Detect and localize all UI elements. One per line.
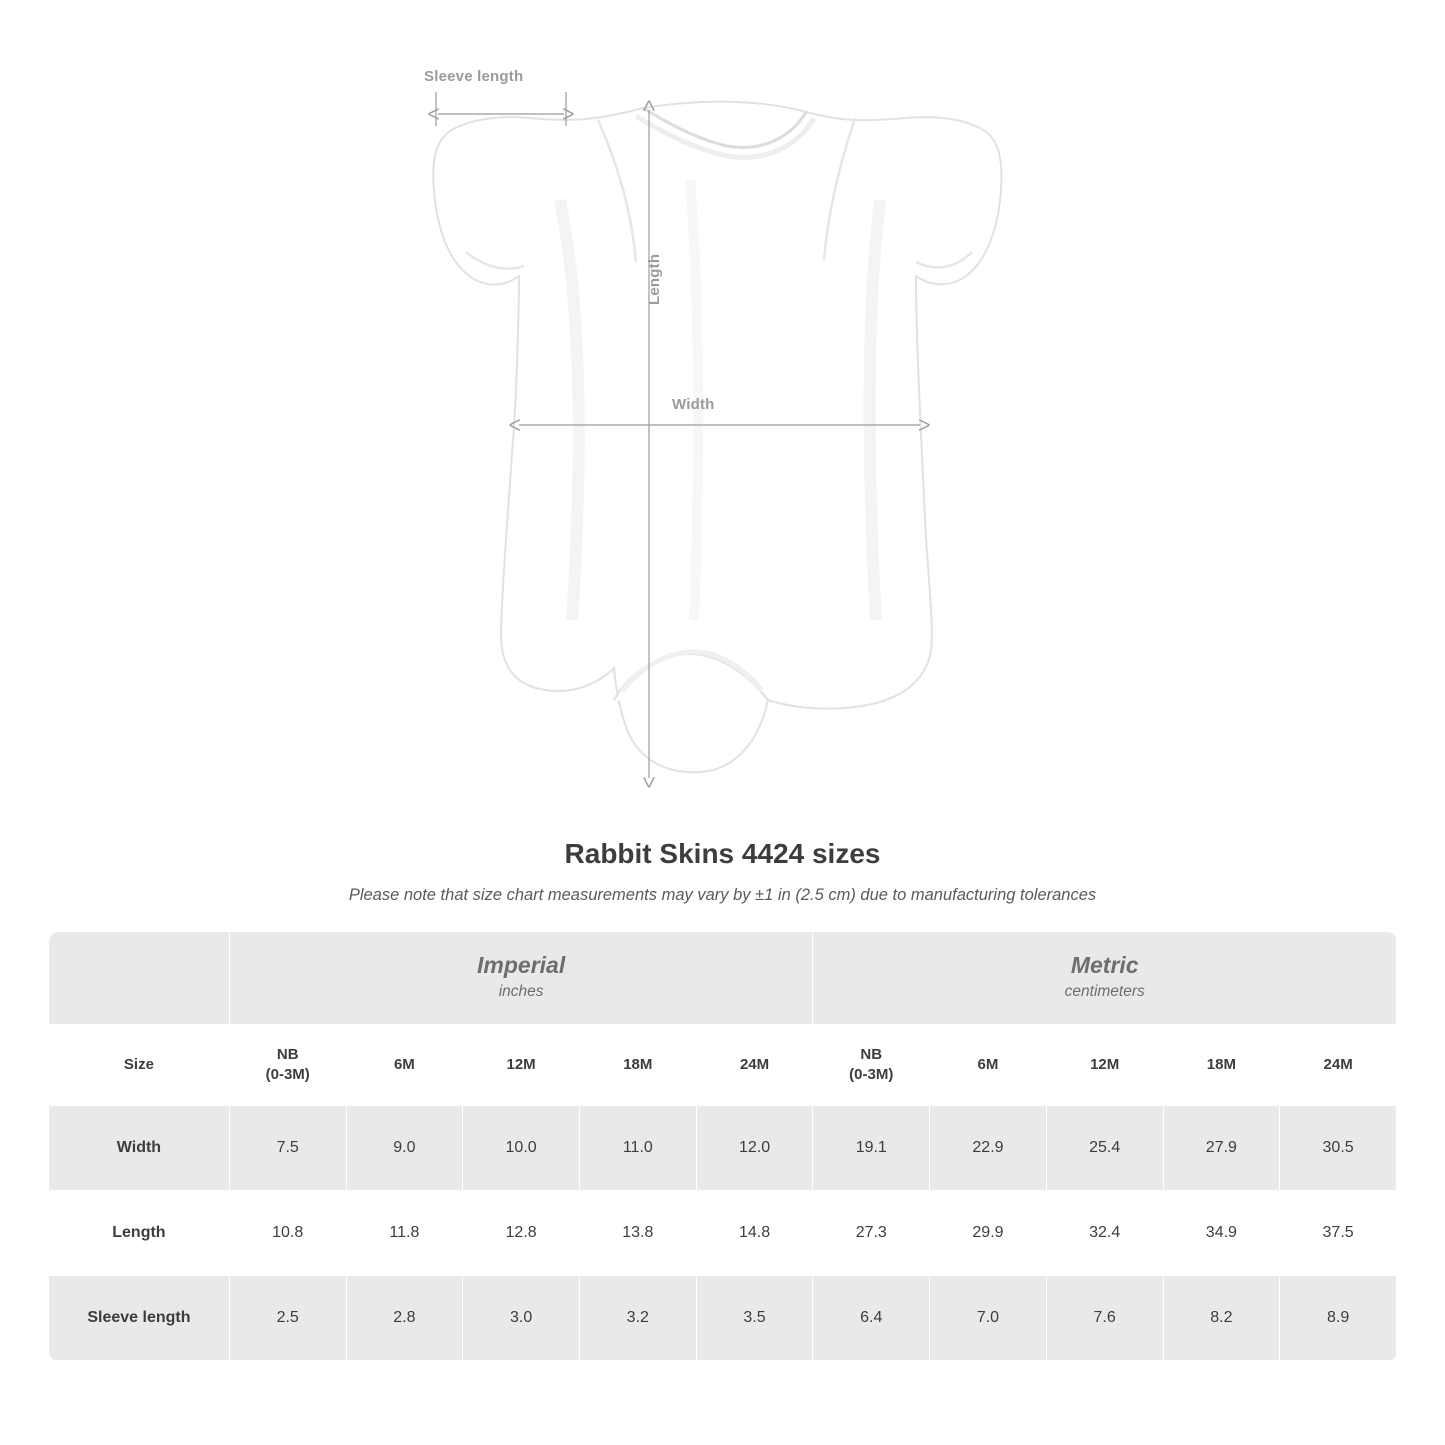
bodysuit-shape <box>433 102 1001 773</box>
table-row <box>49 1191 1397 1276</box>
cell-width-6m-cm: 22.9 <box>930 1106 1047 1191</box>
cell-length-24m-in: 14.8 <box>696 1191 813 1276</box>
size-header-cell: Size <box>49 1025 230 1106</box>
length-label: Length <box>646 253 663 305</box>
cell-length-6m-in: 11.8 <box>346 1191 463 1276</box>
table-row <box>49 1106 1397 1191</box>
column-header-cell: 6M <box>930 1025 1047 1106</box>
title-block <box>0 838 1445 905</box>
size-chart-table <box>48 931 1397 1361</box>
cell-width-24m-cm: 30.5 <box>1280 1106 1397 1191</box>
metric-group-sub: centimeters <box>1064 982 1145 1000</box>
cell-sleeve-12m-in: 3.0 <box>463 1276 580 1361</box>
column-header-cell: 18M <box>579 1025 696 1106</box>
imperial-group-name: Imperial <box>477 952 566 979</box>
column-header-cell <box>229 1025 346 1106</box>
col-head-line1: NB <box>276 1045 299 1063</box>
table-corner-cell <box>49 932 230 1025</box>
column-header-cell <box>813 1025 930 1106</box>
sleeve-length-label: Sleeve length <box>424 68 524 85</box>
cell-sleeve-6m-in: 2.8 <box>346 1276 463 1361</box>
cell-sleeve-18m-cm: 8.2 <box>1163 1276 1280 1361</box>
cell-width-12m-in: 10.0 <box>463 1106 580 1191</box>
col-head-line2: (0-3M) <box>265 1066 310 1083</box>
page-title: Rabbit Skins 4424 sizes <box>564 838 881 869</box>
cell-length-24m-cm: 37.5 <box>1280 1191 1397 1276</box>
cell-width-nb-cm: 19.1 <box>813 1106 930 1191</box>
tolerance-note: Please note that size chart measurements may vary by ±1 in (2.5 cm) due to manufacturing tolerances <box>348 886 1097 904</box>
cell-sleeve-12m-cm: 7.6 <box>1046 1276 1163 1361</box>
size-chart-table-wrap <box>48 931 1397 1361</box>
cell-width-24m-in: 12.0 <box>696 1106 813 1191</box>
column-header-cell: 12M <box>1046 1025 1163 1106</box>
cell-width-18m-in: 11.0 <box>579 1106 696 1191</box>
cell-length-18m-cm: 34.9 <box>1163 1191 1280 1276</box>
cell-width-12m-cm: 25.4 <box>1046 1106 1163 1191</box>
cell-length-6m-cm: 29.9 <box>930 1191 1047 1276</box>
row-header-width: Width <box>49 1106 230 1191</box>
table-row <box>49 1276 1397 1361</box>
metric-group-header <box>813 932 1397 1025</box>
column-header-cell: 18M <box>1163 1025 1280 1106</box>
cell-sleeve-6m-cm: 7.0 <box>930 1276 1047 1361</box>
col-head-line1: NB <box>860 1045 883 1063</box>
column-header-cell: 24M <box>1280 1025 1397 1106</box>
cell-length-12m-in: 12.8 <box>463 1191 580 1276</box>
cell-width-6m-in: 9.0 <box>346 1106 463 1191</box>
cell-width-nb-in: 7.5 <box>229 1106 346 1191</box>
cell-length-12m-cm: 32.4 <box>1046 1191 1163 1276</box>
cell-sleeve-nb-in: 2.5 <box>229 1276 346 1361</box>
unit-group-row <box>49 932 1397 1025</box>
column-header-cell: 6M <box>346 1025 463 1106</box>
cell-width-18m-cm: 27.9 <box>1163 1106 1280 1191</box>
row-header-length: Length <box>49 1191 230 1276</box>
metric-group-name: Metric <box>1070 952 1139 979</box>
cell-length-nb-in: 10.8 <box>229 1191 346 1276</box>
cell-sleeve-nb-cm: 6.4 <box>813 1276 930 1361</box>
imperial-group-header <box>229 932 813 1025</box>
cell-sleeve-18m-in: 3.2 <box>579 1276 696 1361</box>
cell-length-nb-cm: 27.3 <box>813 1191 930 1276</box>
column-header-cell: 12M <box>463 1025 580 1106</box>
width-label: Width <box>672 396 715 413</box>
col-head-line2: (0-3M) <box>849 1066 894 1083</box>
cell-sleeve-24m-in: 3.5 <box>696 1276 813 1361</box>
cell-length-18m-in: 13.8 <box>579 1191 696 1276</box>
cell-sleeve-24m-cm: 8.9 <box>1280 1276 1397 1361</box>
column-header-cell: 24M <box>696 1025 813 1106</box>
row-header-sleeve-length: Sleeve length <box>49 1276 230 1361</box>
imperial-group-sub: inches <box>498 982 544 1000</box>
column-header-row <box>49 1025 1397 1106</box>
